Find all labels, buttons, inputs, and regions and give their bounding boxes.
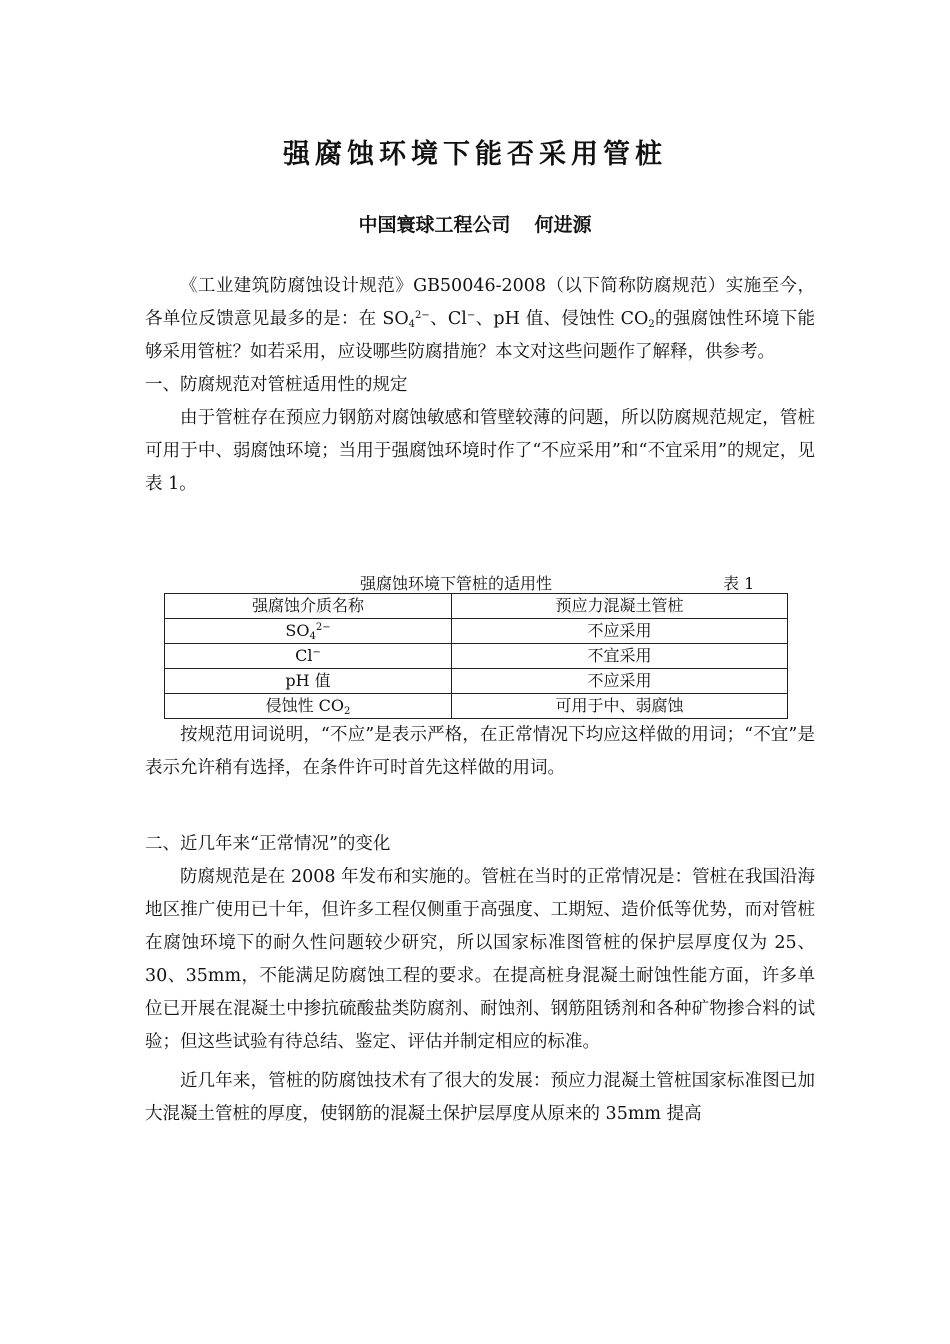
intro-text-1: 《工业建筑防腐蚀设计规范》GB50046-2008（以下简称防腐规范）实施至今，各单位反馈意见最多的是：在 SO [145, 276, 815, 329]
header-medium: 强腐蚀介质名称 [165, 594, 452, 619]
value-cell: 可用于中、弱腐蚀 [452, 694, 788, 719]
intro-block [145, 270, 815, 501]
table-row [165, 644, 788, 669]
table-number: 表 1 [723, 574, 755, 593]
table-title: 强腐蚀环境下管桩的适用性 [360, 574, 553, 593]
intro-text-2: 、Cl [429, 309, 467, 329]
section2-paragraph-1: 防腐规范是在 2008 年发布和实施的。管桩在当时的正常情况是：管桩在我国沿海地区推广使用已十年，但许多工程仅侧重于高强度、工期短、造价低等优势，而对管桩在腐蚀环境下的耐久性问题较少研究，所以国家标准图管桩的保护层厚度仅为 25、30、35mm，不能满足防腐蚀工程的要求。在提高桩身混凝土耐蚀性能方面，许多单位已开展在混凝土中掺抗硫酸盐类防腐剂、耐蚀剂、钢筋阻锈剂和各种矿物掺合料的试验；但这些试验有待总结、鉴定、评估并制定相应的标准。 [145, 867, 815, 1052]
table-row [165, 619, 788, 644]
table-caption [145, 569, 815, 595]
medium-cell: Cl− [165, 644, 452, 669]
section1-paragraph: 由于管桩存在预应力钢筋对腐蚀敏感和管壁较薄的问题，所以防腐规范规定，管桩可用于中、弱腐蚀环境；当用于强腐蚀环境时作了“不应采用”和“不宜采用”的规定，见表 1。 [145, 408, 815, 494]
so4-superscript: 2− [415, 310, 430, 321]
table-header-row [165, 594, 788, 619]
co2-subscript: 2 [648, 319, 655, 330]
medium-cell: pH 值 [165, 669, 452, 694]
author-line [0, 210, 950, 237]
cl-superscript: − [466, 310, 476, 321]
intro-text-3: 、pH 值、侵蚀性 CO [475, 309, 649, 329]
author-name: 何进源 [534, 214, 592, 236]
table-row [165, 694, 788, 719]
author-organization: 中国寰球工程公司 [358, 214, 511, 236]
value-cell: 不应采用 [452, 669, 788, 694]
header-pile: 预应力混凝土管桩 [452, 594, 788, 619]
section1-heading: 一、防腐规范对管桩适用性的规定 [145, 375, 408, 395]
table-row [165, 669, 788, 694]
section2-paragraph-2: 近几年来，管桩的防腐蚀技术有了很大的发展：预应力混凝土管桩国家标准图已加大混凝土管桩的厚度，使钢筋的混凝土保护层厚度从原来的 35mm 提高 [145, 1071, 815, 1124]
intro-text-4: 的强腐蚀性环境下能够采用管桩？如若采用，应设哪些防腐措施？本文对这些问题作了解释，供参考。 [145, 309, 815, 362]
note-block [145, 719, 815, 785]
so4-subscript: 4 [408, 319, 416, 330]
value-cell: 不宜采用 [452, 644, 788, 669]
intro-paragraph [145, 270, 815, 369]
section2-heading: 二、近几年来“正常情况”的变化 [145, 834, 391, 854]
section2-block [145, 828, 815, 1131]
medium-cell: 侵蚀性 $CO_2$ [165, 694, 452, 719]
applicability-table [164, 593, 788, 719]
value-cell: 不应采用 [452, 619, 788, 644]
terminology-note: 按规范用词说明，“不应”是表示严格，在正常情况下均应这样做的用词；“不宜”是表示允许稍有选择，在条件许可时首先这样做的用词。 [145, 725, 815, 778]
medium-cell: $SO_4^{2-}$ [165, 619, 452, 644]
document-title: 强腐蚀环境下能否采用管桩 [283, 139, 667, 170]
